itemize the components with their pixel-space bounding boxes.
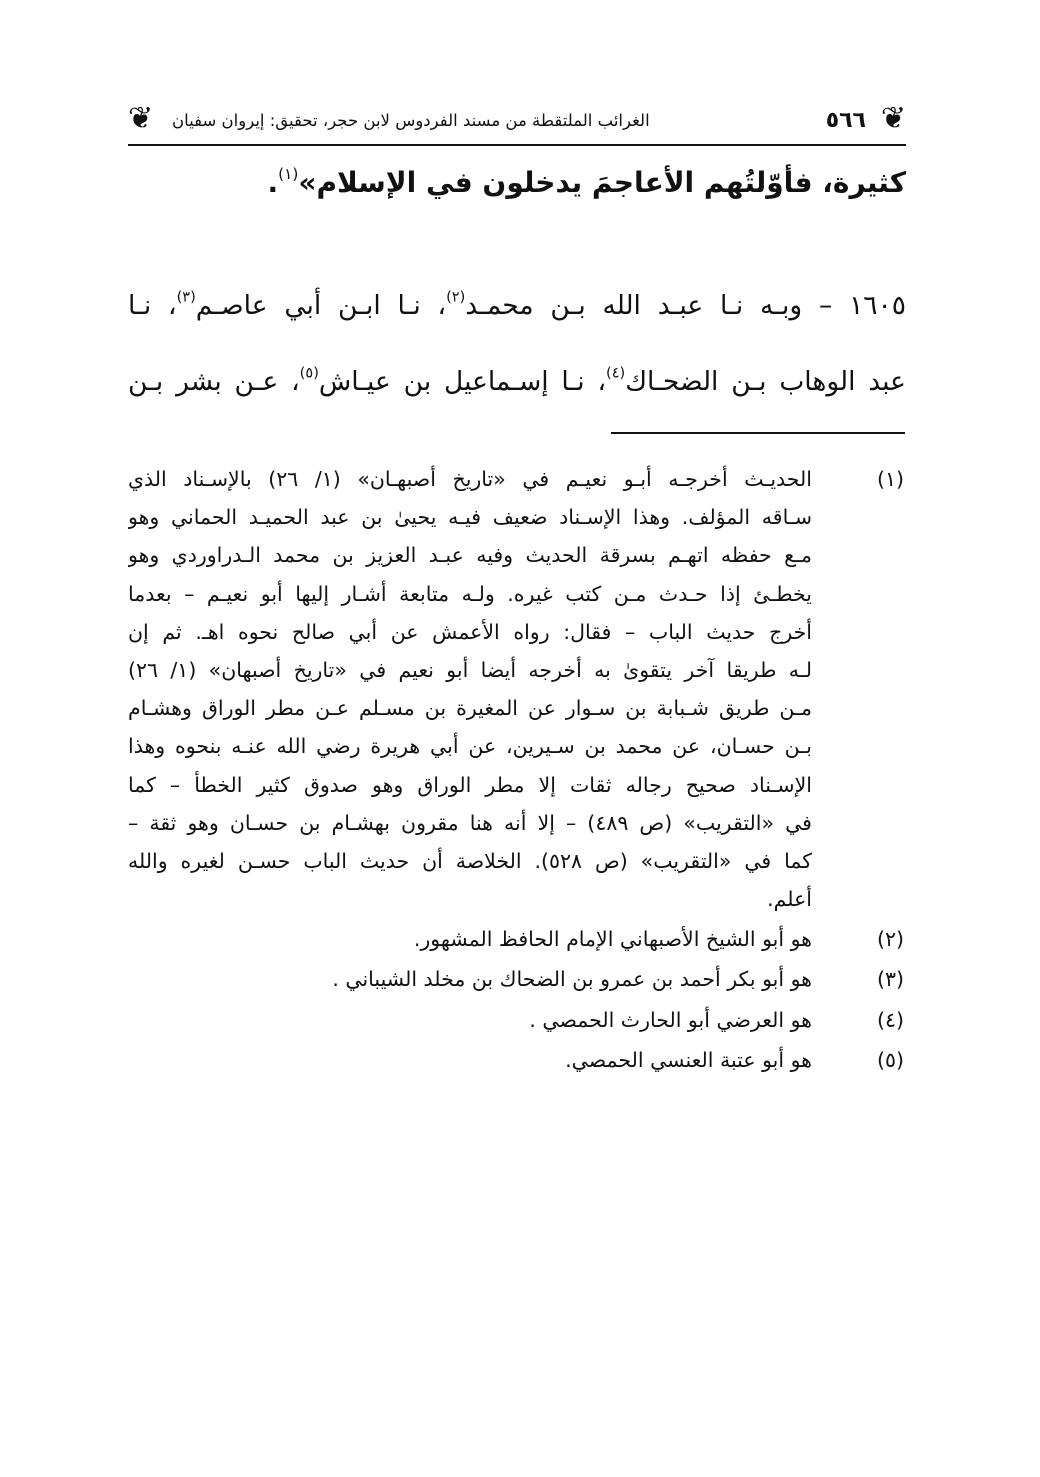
footnote-line: مـع حفظه اتهـم بسرقة الحديث وفيه عبـد العزيز بن محمد الـدراوردي وهو <box>128 543 812 568</box>
footnote-5 <box>128 1041 906 1079</box>
footnote-line: أخرج حديث الباب – فقال: رواه الأعمش عن أبي صالح نحوه اهـ. ثم إن <box>128 619 812 644</box>
footnote-line: في «التقريب» (ص ٤٨٩) – إلا أنه هنا مقرون بهشـام بن حسـان وهو ثقة – <box>128 810 812 835</box>
narrator-bishr: ، عـن بشر بـن <box>128 366 300 397</box>
narrator-na: ، نـا <box>128 290 177 321</box>
footnote-ref-2: (٢) <box>446 288 466 306</box>
footnote-text: هو أبو الشيخ الأصبهاني الإمام الحافظ المشهور. <box>413 927 812 952</box>
footnote-line: سـاقه المؤلف. وهذا الإسـناد ضعيف فيـه يحيىٰ بن عبد الحميـد الحماني وهو <box>128 505 812 530</box>
page-number: ٥٦٦ <box>825 108 866 133</box>
footnote-line: بـن حسـان، عن محمد بن سـيرين، عن أبي هريرة رضي الله عنـه بنحوه وهذا <box>128 734 812 759</box>
footnote-text: هو أبو بكر أحمد بن عمرو بن الضحاك بن مخلد الشيباني . <box>332 967 812 992</box>
footnote-3 <box>128 960 906 998</box>
footnote-line: الإسـناد صحيح رجاله ثقات إلا مطر الوراق وهو صدوق كثير الخطأ – كما <box>128 772 812 797</box>
footnote-line: كما في «التقريب» (ص ٥٢٨). الخلاصة أن حديث الباب حسـن لغيره والله <box>128 848 812 873</box>
footnote-line: يخطـئ إذا حـدث مـن كتب غيره. ولـه متابعة أشـار إليها أبو نعيـم – بعدما <box>128 581 812 606</box>
footnote-line: أعلم. <box>767 887 812 912</box>
footnote-ref-4: (٤) <box>606 364 626 382</box>
footnote-number: (٥) <box>876 1047 904 1072</box>
footnote-text: هو أبو عتبة العنسي الحمصي. <box>565 1047 812 1072</box>
footnote-ref-1: (١) <box>278 164 299 183</box>
ornament-left-icon: ❦ <box>128 101 154 136</box>
main-line-1-tail: . <box>267 166 279 199</box>
hadith-intro: ١٦٠٥ – وبـه نـا عبـد الله بـن محمـد <box>465 290 906 321</box>
main-line-1-text: كثيرة، فأوّلتُهم الأعاجمَ يدخلون في الإسلام» <box>298 166 906 199</box>
running-title: الغرائب الملتقطة من مسند الفردوس لابن حجر، تحقيق: إيروان سفيان <box>172 111 650 130</box>
footnote-line: مـن طريق شـبابة بن سـوار عن المغيرة بن مسـلم عـن مطر الوراق وهشـام <box>128 696 812 721</box>
footnote-4 <box>128 1001 906 1039</box>
footnote-2 <box>128 920 906 958</box>
main-line-2 <box>128 290 906 321</box>
footnote-1 <box>128 460 906 918</box>
footnote-number: (٣) <box>876 967 904 992</box>
footnote-number: (١) <box>876 467 904 491</box>
footnote-number: (٢) <box>876 927 904 952</box>
footnotes <box>128 460 906 1079</box>
running-header <box>128 98 906 146</box>
footnote-text: هو العرضي أبو الحارث الحمصي . <box>529 1007 812 1032</box>
footnote-number: (٤) <box>876 1007 904 1032</box>
main-line-3 <box>128 366 906 397</box>
footnote-line: الحديـث أخرجـه أبـو نعيـم في «تاريخ أصبهـان» (١/ ٢٦) بالإسـناد الذي <box>128 467 812 491</box>
narrator-abd-al-wahhab: عبد الوهاب بـن الضحـاك <box>625 366 906 397</box>
footnote-ref-3: (٣) <box>176 288 196 306</box>
ornament-right-icon: ❦ <box>880 101 906 136</box>
footnote-line: لـه طريقا آخر يتقوىٰ به أخرجه أيضا أبو نعيم في «تاريخ أصبهان» (١/ ٢٦) <box>128 657 812 682</box>
footnote-ref-5: (٥) <box>299 364 319 382</box>
main-line-1 <box>128 166 906 199</box>
narrator-ismail: ، نـا إسـماعيل بن عيـاش <box>318 366 607 397</box>
footnote-separator <box>611 432 905 434</box>
narrator-ibn-abi-asim: ، نـا ابـن أبي عاصـم <box>195 290 447 321</box>
